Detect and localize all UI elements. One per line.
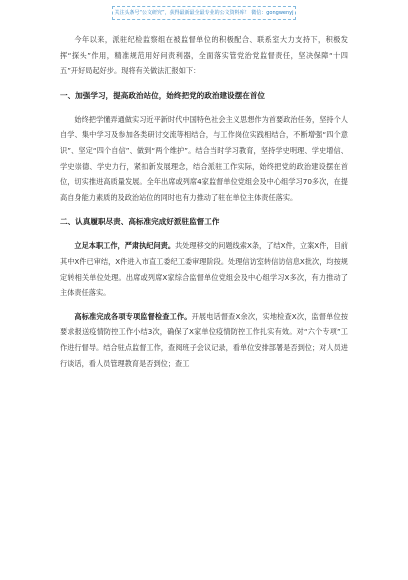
header-banner: 关注头条号“公文研究”，获得最新最全最专业的公文资料库！ 微信：gongwenyj [112,6,296,20]
paragraph-2-lead: 高标准完成各项专项监督检查工作。 [74,311,192,321]
section-2-paragraph-2 [60,309,348,371]
paragraph-2-body: 开展电话督查X余次，实地检查X次，监督单位按要求报送疫情防控工作小结3次，确保了X家单位疫情防控工作扎实有效。对“六个专项”工作进行督导。结合驻点监督工作，查阅班子会议记录，看单位安排部署是否到位；对人员进行谈话，看人员管理教育是否到位；查工 [60,311,348,368]
intro-paragraph: 今年以来，派驻纪检监察组在被监督单位的积极配合、联系室大力支持下，积极发挥“探头”作用，精准规范用好问责利器，全面落实管党治党监督责任，坚决保障“十四五”开好局起好步。现将有关做法汇报如下： [60,35,348,76]
document-body [60,30,348,371]
paragraph-1-body: 共处理移交的问题线索X条，了结X件，立案X件，目前其中X件已审结，X件进入市直工委纪工委审理阶段。处理信访室转信访信息X批次，均按规定转相关单位处理。出席或列席X家综合监督单位党组会及中心组学习X多次，有力推动了主体责任落实。 [60,241,348,298]
section-2-heading: 二、认真履职尽责、高标准完成好派驻监督工作 [60,217,220,227]
section-2-paragraph-1 [60,238,348,300]
section-1-paragraph: 始终把学懂弄通做实习近平新时代中国特色社会主义思想作为首要政治任务，坚持个人自学、集中学习及参加各类研讨交流等相结合，与工作岗位实践相结合，不断增强“四个意识”、坚定“四个自信”、做到“两个维护”。结合当时学习教育，坚持学史明理、学史增信、学史崇德、学史力行，紧扣新发展理念，结合派驻工作实际，始终把党的政治建设摆在首位，切实推进高质量发展。全年出席或列席4家监督单位党组会及中心组学习70多次，在提高自身能力素质的及政治站位的同时也有力推动了驻在单位主体责任落实。 [60,114,348,202]
paragraph-gap [60,301,348,309]
section-1-heading: 一、加强学习，提高政治站位，始终把党的政治建设摆在首位 [60,90,266,100]
paragraph-1-lead: 立足本职工作，严肃执纪问责。 [74,241,176,251]
